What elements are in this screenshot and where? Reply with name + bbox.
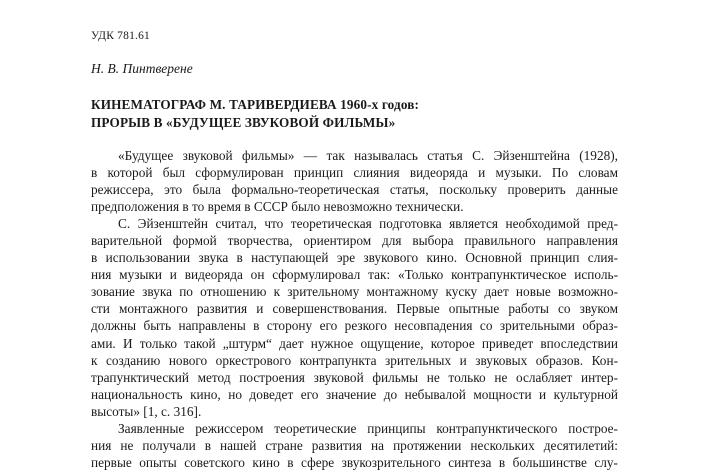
- text-line: ния музыки и видеоряда он сформулировал так: «Только контрапунктическое исполь-: [91, 267, 618, 283]
- text-line: Заявленные режиссером теоретические принципы контрапунктического построе-: [118, 420, 618, 436]
- text-line: «Будущее звуковой фильмы» — так называлась статья С. Эйзенштейна (1928),: [118, 148, 618, 163]
- text-line: национальность кино, но доведет его значение до небывалой мощности и культурной: [91, 386, 618, 402]
- text-line: высоты» [1, с. 316].: [91, 403, 202, 419]
- udk-code: УДК 781.61: [91, 30, 150, 42]
- text-line: к созданию нового оркестрового контрапункта зрительных и звуковых образов. Кон-: [91, 352, 618, 368]
- text-line: ния не получали в нашей стране развития на протяжении нескольких десятилетий:: [91, 437, 618, 453]
- article-title-line-2: ПРОРЫВ В «БУДУЩЕЕ ЗВУКОВОЙ ФИЛЬМЫ»: [91, 115, 396, 130]
- text-line: в использовании звука в наступающей эре звукового кино. Основной принцип слия-: [91, 250, 618, 266]
- article-title: [91, 96, 631, 132]
- text-line: в которой был сформулирован принцип слияния видеоряда и музыки. По словам: [91, 165, 618, 181]
- author-name: Н. В. Пинтверене: [91, 61, 193, 76]
- text-line: первые опыты советского кино в сфере звукозрительного синтеза в большинстве слу-: [91, 454, 618, 470]
- text-line: варительной формой творчества, ориентиром для выбора правильного направления: [91, 233, 618, 249]
- article-body: [91, 147, 618, 470]
- paragraph-3: [91, 420, 618, 470]
- text-line: режиссера, это была формально-теоретическая статья, поскольку проверить данные: [91, 182, 618, 198]
- text-line: предположения в то время в СССР было невозможно технически.: [91, 199, 464, 215]
- text-line: ами. И только такой „штурм“ дает нужное ощущение, которое приведет впоследствии: [91, 335, 618, 351]
- article-title-line-1: КИНЕМАТОГРАФ М. ТАРИВЕРДИЕВА 1960-х годов:: [91, 97, 420, 112]
- text-line: зование звука по отношению к зрительному монтажному куску дает новые возможно-: [91, 284, 618, 300]
- paragraph-1: [91, 147, 618, 215]
- paragraph-2: [91, 215, 618, 420]
- text-line: С. Эйзенштейн считал, что теоретическая подготовка является необходимой пред-: [118, 216, 618, 232]
- text-line: трапунктический метод построения звуковой фильмы не только не ослабляет интер-: [91, 369, 618, 385]
- text-line: сти монтажного развития и совершенствования. Первые опытные работы со звуком: [91, 301, 618, 317]
- text-line: должны быть направлены в сторону его резкого несовпадения со зрительными образ-: [91, 318, 618, 334]
